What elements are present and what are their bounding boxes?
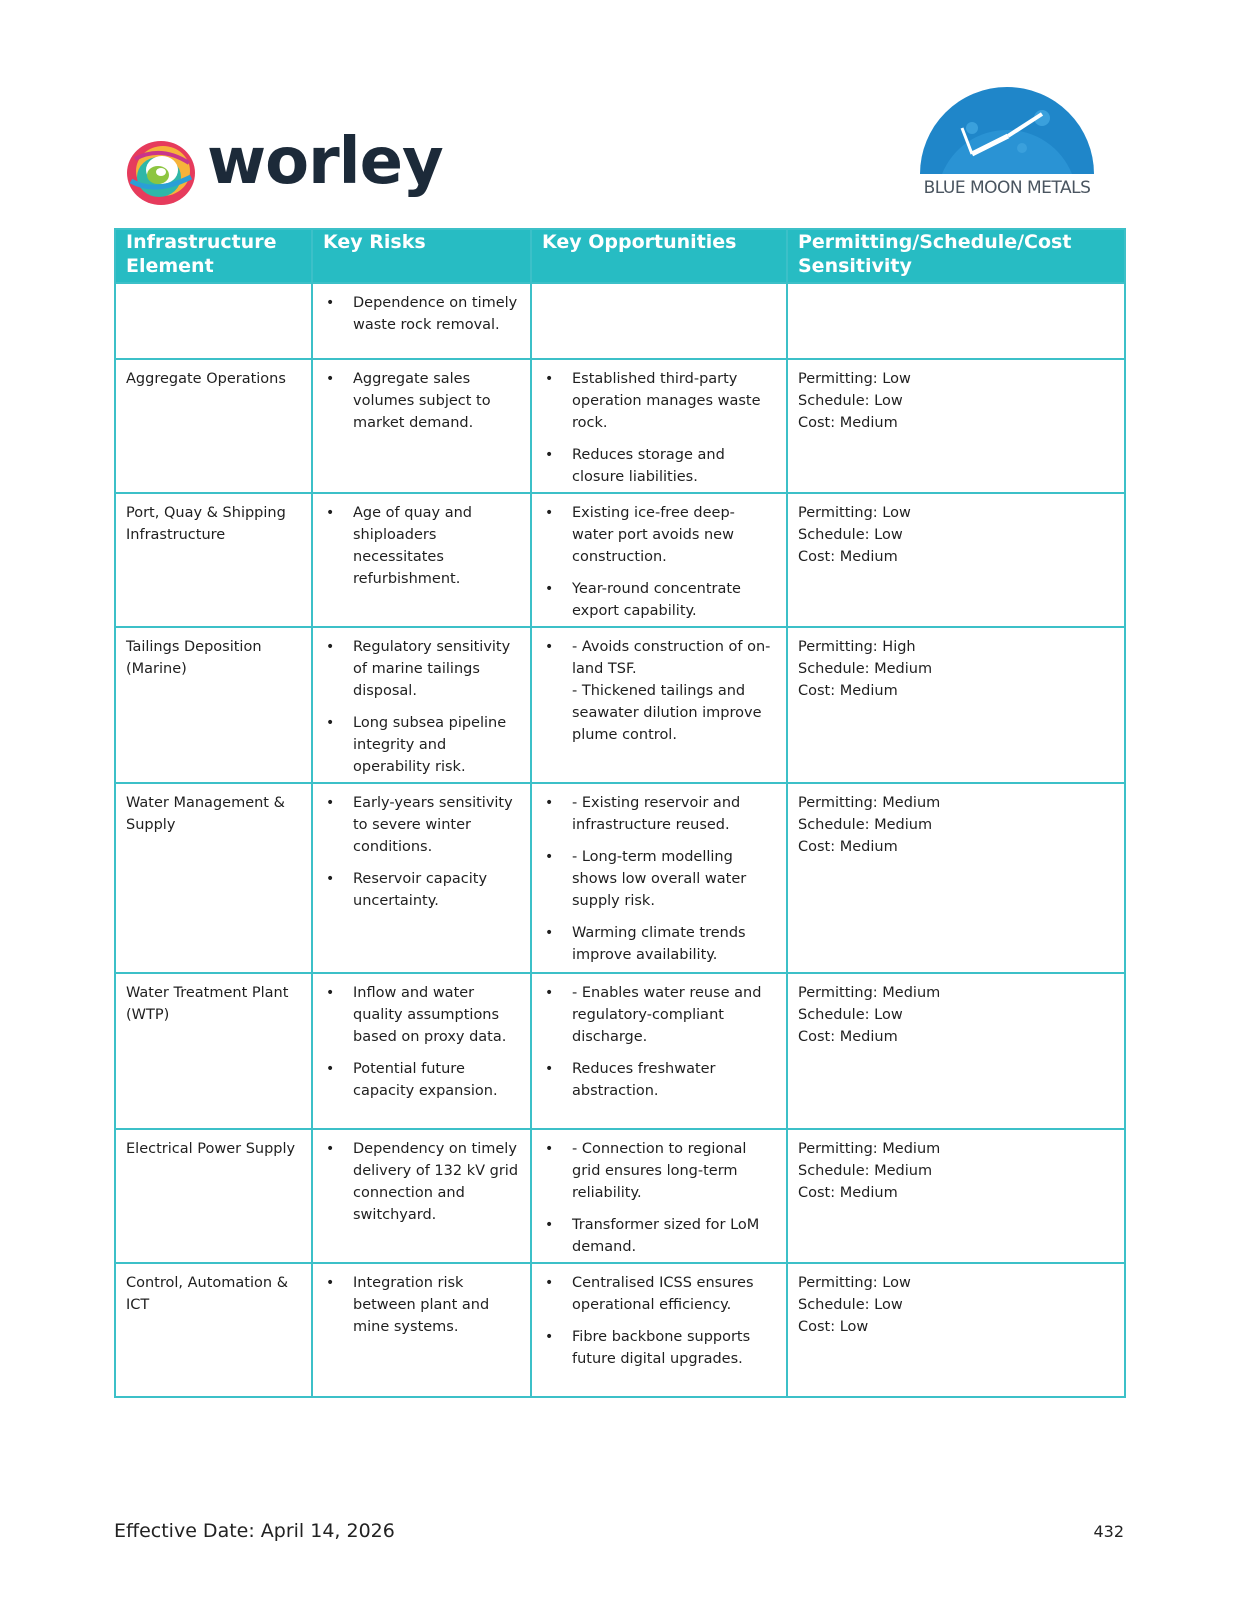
sensitivity-line: Permitting: Medium [798, 795, 941, 811]
key-opportunities-cell [531, 283, 787, 359]
sensitivity-line: Permitting: Medium [798, 1141, 941, 1157]
opportunity-item: • Established third-party operation manages waste rock. [572, 368, 776, 434]
risk-item: • Regulatory sensitivity of marine tailings disposal. [353, 636, 520, 702]
table-row [115, 283, 1125, 359]
table-row [115, 493, 1125, 627]
risk-list [323, 982, 520, 1102]
risk-list [323, 292, 520, 336]
risk-list [323, 502, 520, 590]
key-opportunities-cell [531, 1129, 787, 1263]
header-infrastructure-element: Infrastructure Element [115, 229, 312, 283]
risk-item: • Reservoir capacity uncertainty. [353, 868, 520, 912]
header-sensitivity: Permitting/Schedule/Cost Sensitivity [787, 229, 1125, 283]
opportunity-list [542, 1272, 776, 1370]
opportunity-item: • - Long-term modelling shows low overall water supply risk. [572, 846, 776, 912]
risk-item: • Aggregate sales volumes subject to market demand. [353, 368, 520, 434]
sensitivity-line: Schedule: Medium [798, 1163, 933, 1179]
blue-moon-metals-text: BLUE MOON METALS [923, 178, 1091, 198]
moon-icon [912, 78, 1102, 178]
sensitivity-line: Cost: Medium [798, 1029, 898, 1045]
infrastructure-element-cell: Electrical Power Supply [115, 1129, 312, 1263]
opportunity-item: • Existing ice-free deep-water port avoids new construction. [572, 502, 776, 568]
table-row [115, 973, 1125, 1129]
sensitivity-line: Schedule: Medium [798, 817, 933, 833]
infrastructure-risk-table [114, 228, 1126, 1398]
sensitivity-cell [787, 1263, 1125, 1397]
header-key-opportunities: Key Opportunities [531, 229, 787, 283]
opportunity-list [542, 368, 776, 488]
sensitivity-line: Permitting: Low [798, 505, 911, 521]
opportunity-item: • - Avoids construction of on-land TSF. - Thickened tailings and seawater dilution improve plume control. [572, 636, 776, 746]
risk-list [323, 792, 520, 912]
risk-item: • Integration risk between plant and mine systems. [353, 1272, 520, 1338]
opportunity-item: • Reduces storage and closure liabilities. [572, 444, 776, 488]
sensitivity-cell [787, 783, 1125, 973]
infrastructure-element-cell: Water Management & Supply [115, 783, 312, 973]
sensitivity-line: Cost: Low [798, 1319, 869, 1335]
key-risks-cell [312, 493, 531, 627]
header-key-risks: Key Risks [312, 229, 531, 283]
opportunity-list [542, 502, 776, 622]
opportunity-item: • - Enables water reuse and regulatory-compliant discharge. [572, 982, 776, 1048]
key-risks-cell [312, 1129, 531, 1263]
opportunity-list [542, 982, 776, 1102]
sensitivity-line: Schedule: Low [798, 527, 903, 543]
table-row [115, 1129, 1125, 1263]
key-opportunities-cell [531, 359, 787, 493]
sensitivity-line: Permitting: Medium [798, 985, 941, 1001]
risk-list [323, 1272, 520, 1338]
infrastructure-element-cell: Port, Quay & Shipping Infrastructure [115, 493, 312, 627]
sensitivity-cell [787, 1129, 1125, 1263]
key-risks-cell [312, 359, 531, 493]
worley-logo [125, 125, 445, 213]
table-row [115, 627, 1125, 783]
worley-wordmark: worley [207, 125, 443, 199]
sensitivity-cell [787, 359, 1125, 493]
sensitivity-line: Cost: Medium [798, 415, 898, 431]
key-opportunities-cell [531, 973, 787, 1129]
sensitivity-line: Cost: Medium [798, 549, 898, 565]
sensitivity-line: Cost: Medium [798, 1185, 898, 1201]
opportunity-list [542, 1138, 776, 1258]
table-row [115, 359, 1125, 493]
sensitivity-line: Schedule: Low [798, 393, 903, 409]
risk-list [323, 368, 520, 434]
key-opportunities-cell [531, 493, 787, 627]
sensitivity-line: Permitting: Low [798, 371, 911, 387]
opportunity-item: • Reduces freshwater abstraction. [572, 1058, 776, 1102]
table-header-row [115, 229, 1125, 283]
opportunity-list [542, 636, 776, 746]
infrastructure-element-cell: Water Treatment Plant (WTP) [115, 973, 312, 1129]
sensitivity-line: Schedule: Medium [798, 661, 933, 677]
effective-date: Effective Date: April 14, 2026 [114, 1520, 395, 1542]
sensitivity-cell [787, 283, 1125, 359]
risk-item: • Dependency on timely delivery of 132 kV grid connection and switchyard. [353, 1138, 520, 1226]
worley-swirl-icon [125, 137, 197, 209]
page-number: 432 [1093, 1522, 1124, 1541]
key-opportunities-cell [531, 783, 787, 973]
key-risks-cell [312, 783, 531, 973]
infrastructure-element-cell: Aggregate Operations [115, 359, 312, 493]
key-risks-cell [312, 1263, 531, 1397]
opportunity-item: • Centralised ICSS ensures operational efficiency. [572, 1272, 776, 1316]
key-risks-cell [312, 627, 531, 783]
sensitivity-line: Permitting: Low [798, 1275, 911, 1291]
sensitivity-line: Schedule: Low [798, 1297, 903, 1313]
key-opportunities-cell [531, 627, 787, 783]
sensitivity-line: Cost: Medium [798, 683, 898, 699]
risk-item: • Potential future capacity expansion. [353, 1058, 520, 1102]
opportunity-item: • Fibre backbone supports future digital upgrades. [572, 1326, 776, 1370]
table-body [115, 283, 1125, 1397]
infrastructure-element-cell: Tailings Deposition (Marine) [115, 627, 312, 783]
risk-item: • Dependence on timely waste rock removal. [353, 292, 520, 336]
infrastructure-element-cell [115, 283, 312, 359]
table-row [115, 783, 1125, 973]
opportunity-item: • Warming climate trends improve availability. [572, 922, 776, 966]
infrastructure-element-cell: Control, Automation & ICT [115, 1263, 312, 1397]
opportunity-item: • Year-round concentrate export capability. [572, 578, 776, 622]
opportunity-item: • - Existing reservoir and infrastructure reused. [572, 792, 776, 836]
risk-item: • Early-years sensitivity to severe winter conditions. [353, 792, 520, 858]
opportunity-item: • Transformer sized for LoM demand. [572, 1214, 776, 1258]
sensitivity-line: Cost: Medium [798, 839, 898, 855]
risk-item: • Age of quay and shiploaders necessitates refurbishment. [353, 502, 520, 590]
key-risks-cell [312, 973, 531, 1129]
opportunity-list [542, 792, 776, 966]
blue-moon-metals-logo [912, 78, 1112, 198]
sensitivity-line: Permitting: High [798, 639, 916, 655]
risk-item: • Inflow and water quality assumptions based on proxy data. [353, 982, 520, 1048]
risk-item: • Long subsea pipeline integrity and operability risk. [353, 712, 520, 778]
sensitivity-cell [787, 973, 1125, 1129]
opportunity-item: • - Connection to regional grid ensures long-term reliability. [572, 1138, 776, 1204]
key-opportunities-cell [531, 1263, 787, 1397]
table-row [115, 1263, 1125, 1397]
sensitivity-cell [787, 493, 1125, 627]
risk-list [323, 1138, 520, 1226]
risk-list [323, 636, 520, 778]
sensitivity-line: Schedule: Low [798, 1007, 903, 1023]
key-risks-cell [312, 283, 531, 359]
sensitivity-cell [787, 627, 1125, 783]
